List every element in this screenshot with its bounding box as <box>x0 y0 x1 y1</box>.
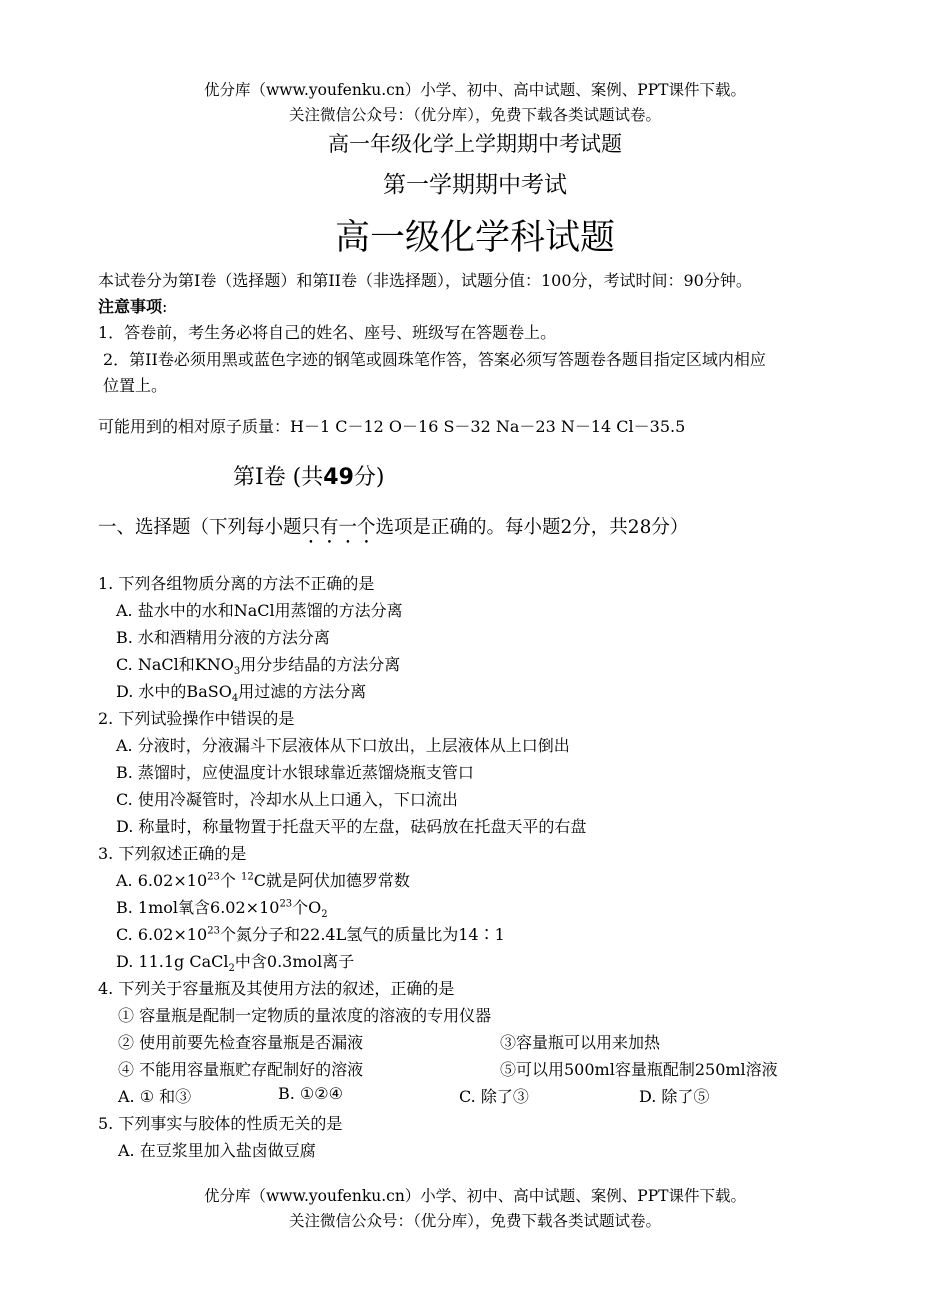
q1-d-post: 用过滤的方法分离 <box>238 682 367 701</box>
note-2-line-1: 2．第II卷必须用黑或蓝色字迹的钢笔或圆珠笔作答，答案必须写答题卷各题目指定区域内相应 <box>103 350 766 369</box>
footer-line-2: 关注微信公众号：（优分库），免费下载各类试题试卷。 <box>288 1212 661 1230</box>
q3-b-pre: B. 1mol氧含6.02×10 <box>116 898 280 917</box>
q5-option-a: A. 在豆浆里加入盐卤做豆腐 <box>118 1141 316 1160</box>
q3-option-c <box>116 922 505 945</box>
q3-b-mid: 个O <box>292 898 322 917</box>
notice-heading <box>98 294 167 317</box>
q1-option-c <box>116 652 400 677</box>
q3-a-post: C就是阿伏加德罗常数 <box>253 871 410 890</box>
q4-option-a: A. ① 和③ <box>118 1087 192 1106</box>
q4-stem: 4. 下列关于容量瓶及其使用方法的叙述，正确的是 <box>98 979 455 998</box>
header-line-2: 关注微信公众号：（优分库），免费下载各类试题试卷。 <box>288 106 661 124</box>
part-1-score: 49 <box>323 465 354 490</box>
q3-a-mid: 个 <box>219 871 241 890</box>
note-1: 1．答卷前，考生务必将自己的姓名、座号、班级写在答题卷上。 <box>98 323 557 342</box>
q3-option-d <box>116 949 354 974</box>
q4-option-b: B. ①②④ <box>278 1084 343 1103</box>
q3-a-sup: 23 <box>207 871 220 883</box>
q3-d-pre: D. 11.1g CaCl <box>116 952 229 971</box>
q4-option-c: C. 除了③ <box>459 1087 529 1106</box>
q1-option-a: A. 盐水中的水和NaCl用蒸馏的方法分离 <box>116 601 403 620</box>
q2-option-a: A. 分液时，分液漏斗下层液体从下口放出，上层液体从上口倒出 <box>116 736 570 755</box>
q4-statement-2: ② 使用前要先检查容量瓶是否漏液 <box>118 1033 364 1052</box>
q3-a-pre: A. 6.02×10 <box>116 871 208 890</box>
q1-stem: 1. 下列各组物质分离的方法不正确的是 <box>98 574 375 593</box>
q1-c-sub: 3 <box>233 666 241 678</box>
exam-title-1: 高一年级化学上学期期中考试题 <box>328 132 622 156</box>
q3-d-sub: 2 <box>228 963 235 975</box>
note-2-line-2: 位置上。 <box>103 376 168 395</box>
atomic-mass-line: 可能用到的相对原子质量：H－1 C－12 O－16 S－32 Na－23 N－14 Cl－35.5 <box>98 417 686 436</box>
q3-c-pre: C. 6.02×10 <box>116 925 208 944</box>
section-1-emphasis: 只有一个 <box>301 517 376 538</box>
q4-option-d: D. 除了⑤ <box>639 1087 710 1106</box>
q2-option-d: D. 称量时，称量物置于托盘天平的左盘，砝码放在托盘天平的右盘 <box>116 817 587 836</box>
part-1-prefix: 第Ⅰ卷 (共 <box>233 465 324 490</box>
q3-option-a <box>116 868 410 891</box>
q2-option-c: C. 使用冷凝管时，冷却水从上口通入，下口流出 <box>116 790 458 809</box>
q4-statement-1: ① 容量瓶是配制一定物质的量浓度的溶液的专用仪器 <box>118 1006 492 1025</box>
section-1-before: 一、选择题（下列每小题 <box>98 517 302 538</box>
q3-option-b <box>116 895 328 920</box>
section-1-after: 选项是正确的。每小题2分，共28分） <box>375 517 689 538</box>
q3-b-sup: 23 <box>279 898 293 910</box>
q3-stem: 3. 下列叙述正确的是 <box>98 844 247 863</box>
q1-option-d <box>116 679 366 704</box>
section-1-heading <box>98 513 688 548</box>
q3-c-post: 个氮分子和22.4L氢气的质量比为14∶1 <box>219 925 505 944</box>
exam-title-3: 高一级化学科试题 <box>334 218 615 258</box>
q4-statement-4: ④ 不能用容量瓶贮存配制好的溶液 <box>118 1060 364 1079</box>
q1-d-pre: D. 水中的BaSO <box>116 682 232 701</box>
q4-statement-5: ⑤可以用500ml容量瓶配制250ml溶液 <box>500 1060 778 1079</box>
q2-option-b: B. 蒸馏时，应使温度计水银球靠近蒸馏烧瓶支管口 <box>116 763 474 782</box>
exam-title-2: 第一学期期中考试 <box>383 172 567 198</box>
notice-colon: : <box>162 297 168 316</box>
part-1-suffix: 分) <box>353 465 385 490</box>
q5-stem: 5. 下列事实与胶体的性质无关的是 <box>98 1114 343 1133</box>
q1-d-sub: 4 <box>231 693 239 705</box>
q4-statement-3: ③容量瓶可以用来加热 <box>500 1033 661 1052</box>
q3-a-sup2: 12 <box>240 871 254 883</box>
q1-c-post: 用分步结晶的方法分离 <box>240 655 401 674</box>
q1-c-pre: C. NaCl和KNO <box>116 655 234 674</box>
q3-d-post: 中含0.3mol离子 <box>234 952 355 971</box>
footer-line-1: 优分库（www.youfenku.cn）小学、初中、高中试题、案例、PPT课件下载。 <box>203 1187 747 1205</box>
q3-b-sub: 2 <box>321 909 328 921</box>
part-1-heading <box>233 460 385 491</box>
q3-c-sup: 23 <box>207 925 220 937</box>
q2-stem: 2. 下列试验操作中错误的是 <box>98 709 295 728</box>
q1-option-b: B. 水和酒精用分液的方法分离 <box>116 628 330 647</box>
header-line-1: 优分库（www.youfenku.cn）小学、初中、高中试题、案例、PPT课件下载。 <box>203 81 747 99</box>
notice-label: 注意事项 <box>98 297 163 316</box>
intro-text: 本试卷分为第I卷（选择题）和第II卷（非选择题），试题分值：100分，考试时间：90分钟。 <box>98 271 752 290</box>
